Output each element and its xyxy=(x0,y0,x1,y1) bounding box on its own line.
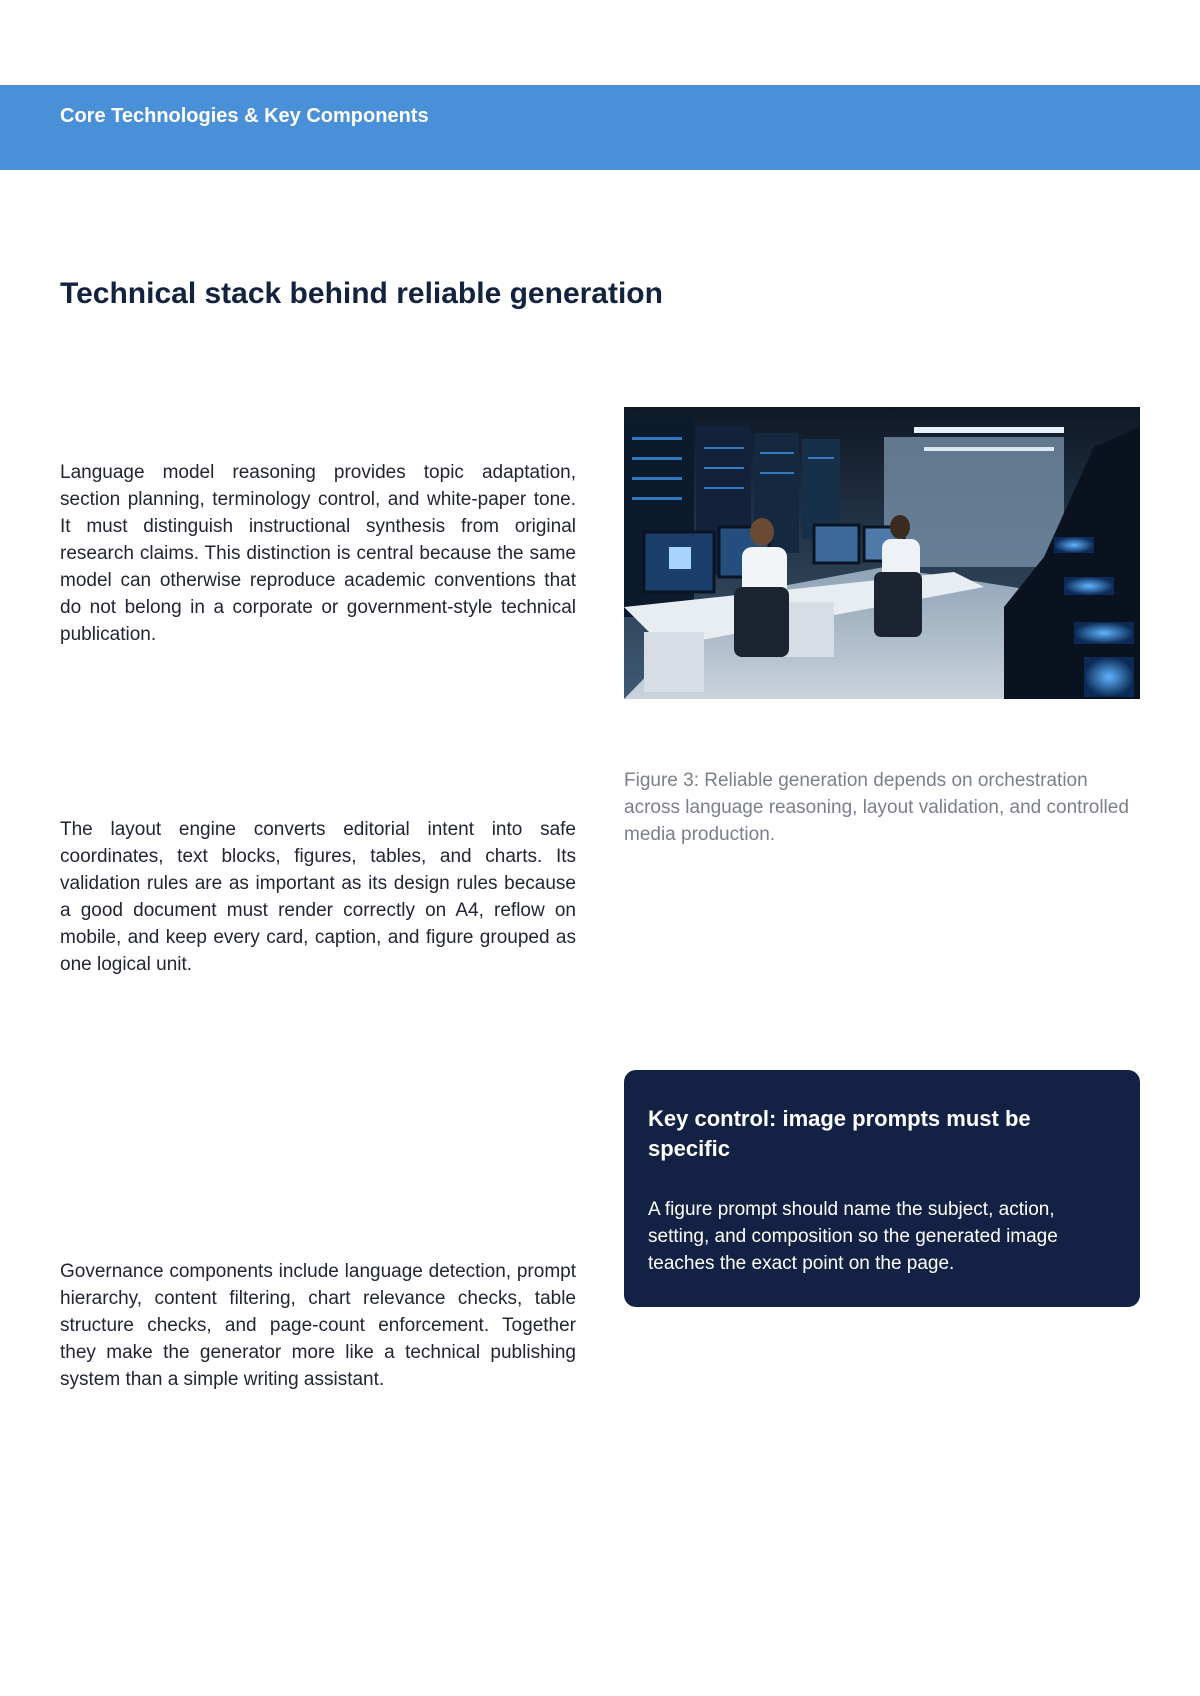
body-paragraph-language-model: Language model reasoning provides topic adaptation, section planning, terminology control, and white-paper tone. It must distinguish instructional synthesis from original research claims. This distinction is central because the same model can otherwise reproduce academic conventions that do not belong in a corporate or government-style technical publication. xyxy=(60,462,576,645)
key-control-callout xyxy=(624,1070,1140,1307)
callout-title: Key control: image prompts must be specific xyxy=(648,1106,1031,1161)
callout-text: A figure prompt should name the subject, action, setting, and composition so the generated image teaches the exact point on the page. xyxy=(648,1199,1058,1274)
body-paragraph-governance: Governance components include language detection, prompt hierarchy, content filtering, chart relevance checks, table structure checks, and page-count enforcement. Together they make the generator more like a technical publishing system than a simple writing assistant. xyxy=(60,1261,576,1390)
body-paragraph-layout-engine: The layout engine converts editorial intent into safe coordinates, text blocks, figures, tables, and charts. Its validation rules are as important as its design rules because a good document must render correctly on A4, reflow on mobile, and keep every card, caption, and figure grouped as one logical unit. xyxy=(60,819,576,975)
header-title: Core Technologies & Key Components xyxy=(60,105,429,127)
figure-caption: Figure 3: Reliable generation depends on orchestration across language reasoning, layout validation, and controlled media production. xyxy=(624,770,1129,845)
figure-image xyxy=(624,407,1140,699)
page-heading: Technical stack behind reliable generation xyxy=(60,277,663,310)
data-center-lab-photo-icon xyxy=(624,407,1140,699)
